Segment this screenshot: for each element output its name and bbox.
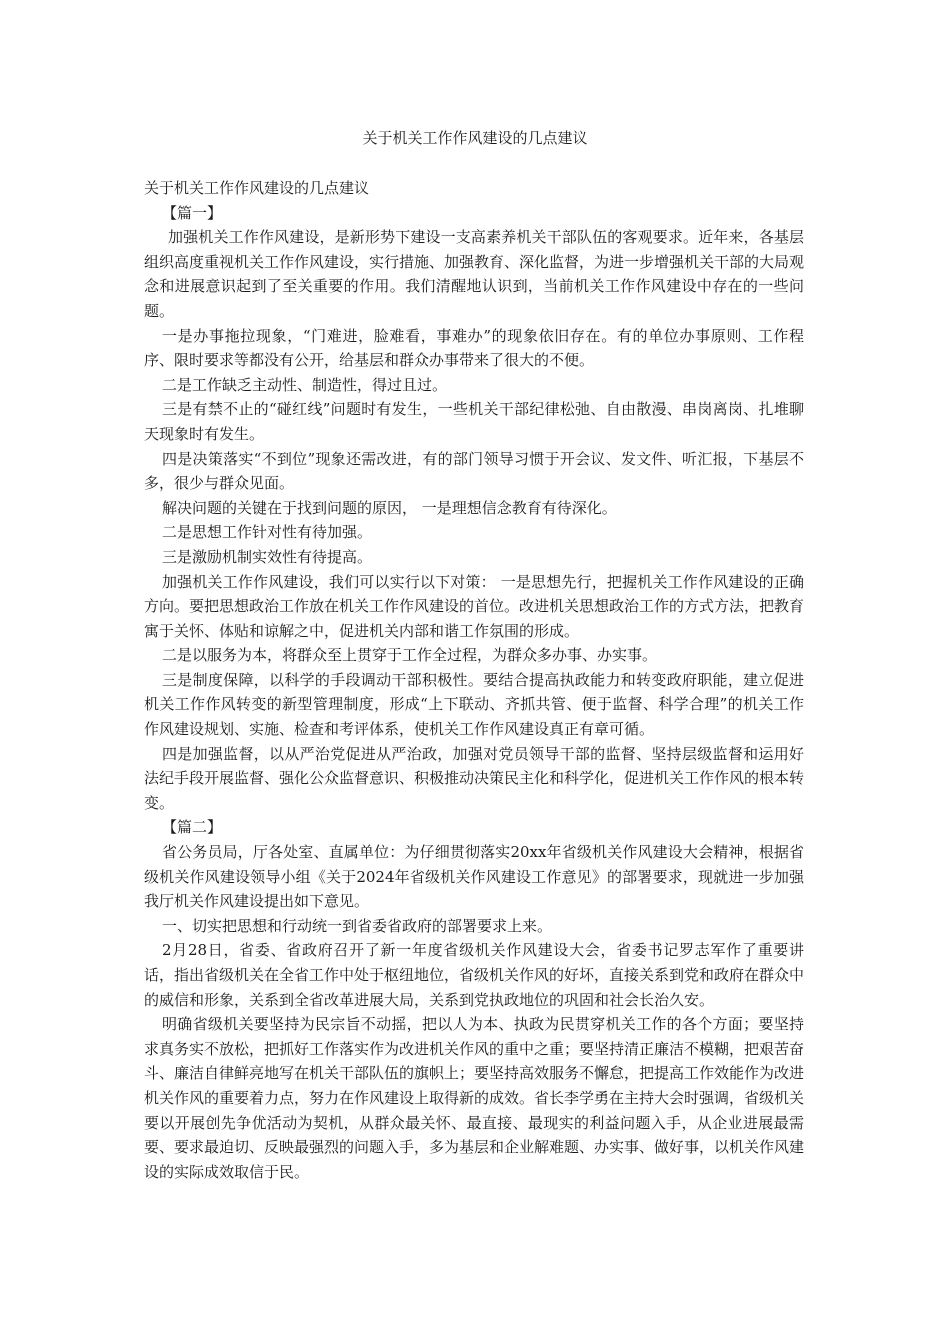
document-body xyxy=(144,176,804,1184)
paragraph: 二是思想工作针对性有待加强。 xyxy=(162,523,373,542)
paragraph: 2月28日，省委、省政府召开了新一年度省级机关作风建设大会，省委书记罗志军作了重要讲话，指出省级机关在全省工作中处于枢纽地位，省级机关作风的好坏，直接关系到党和政府在群众中的威信和形象，关系到全省改革进展大局，关系到党执政地位的巩固和社会长治久安。 xyxy=(144,941,805,1009)
body-heading: 关于机关工作作风建设的几点建议 xyxy=(144,179,370,197)
paragraph: 三是有禁不止的“碰红线”问题时有发生，一些机关干部纪律松弛、自由散漫、串岗离岗、扎堆聊天现象时有发生。 xyxy=(144,400,804,443)
section-label-1: 【篇一】 xyxy=(162,203,223,222)
paragraph: 三是制度保障，以科学的手段调动干部积极性。要结合提高执政能力和转变政府职能，建立促进机关工作作风转变的新型管理制度，形成“上下联动、齐抓共管、便于监督、科学合理”的机关工作作风建设规划、实施、检查和考评体系，使机关工作作风建设真正有章可循。 xyxy=(144,670,804,739)
section-label-2: 【篇二】 xyxy=(162,818,223,837)
paragraph: 二是以服务为本，将群众至上贯穿于工作全过程，为群众多办事、办实事。 xyxy=(162,646,658,665)
paragraph: 加强机关工作作风建设，是新形势下建设一支高素养机关干部队伍的客观要求。近年来，各基层组织高度重视机关工作作风建设，实行措施、加强教育、深化监督，为进一步增强机关干部的大局观念和进展意识起到了至关重要的作用。我们清醒地认识到，当前机关工作作风建设中存在的一些问题。 xyxy=(144,228,805,320)
paragraph: 四是决策落实“不到位”现象还需改进，有的部门领导习惯于开会议、发文件、听汇报，下基层不多，很少与群众见面。 xyxy=(144,449,804,493)
document-title: 关于机关工作作风建设的几点建议 xyxy=(362,129,588,147)
paragraph: 一是办事拖拉现象，“门难进，脸难看，事难办”的现象依旧存在。有的单位办事原则、工作程序、限时要求等都没有公开，给基层和群众办事带来了很大的不便。 xyxy=(144,326,804,370)
paragraph: 二是工作缺乏主动性、制造性，得过且过。 xyxy=(162,375,448,394)
paragraph: 四是加强监督，以从严治党促进从严治政，加强对党员领导干部的监督、坚持层级监督和运用好法纪手段开展监督、强化公众监督意识、积极推动决策民主化和科学化，促进机关工作作风的根本转变。 xyxy=(144,744,805,812)
paragraph: 明确省级机关要坚持为民宗旨不动摇，把以人为本、执政为民贯穿机关工作的各个方面；要坚持求真务实不放松，把抓好工作落实作为改进机关作风的重中之重；要坚持清正廉洁不模糊，把艰苦奋斗、廉洁自律鲜亮地写在机关干部队伍的旗帜上；要坚持高效服务不懈怠，把提高工作效能作为改进机关作风的重要着力点，努力在作风建设上取得新的成效。省长李学勇在主持大会时强调，省级机关要以开展创先争优活动为契机，从群众最关怀、最直接、最现实的利益问题入手，从企业进展最需要、要求最迫切、反映最强烈的问题入手，多为基层和企业解难题、办实事、做好事，以机关作风建设的实际成效取信于民。 xyxy=(144,1015,805,1181)
paragraph: 加强机关工作作风建设，我们可以实行以下对策： 一是思想先行，把握机关工作作风建设的正确方向。要把思想政治工作放在机关工作作风建设的首位。改进机关思想政治工作的方式方法，把教育寓于关怀、体贴和谅解之中，促进机关内部和谐工作氛围的形成。 xyxy=(144,572,805,640)
paragraph: 省公务员局，厅各处室、直属单位：为仔细贯彻落实20xx年省级机关作风建设大会精神，根据省级机关作风建设领导小组《关于2024年省级机关作风建设工作意见》的部署要求，现就进一步加强我厅机关作风建设提出如下意见。 xyxy=(144,843,804,911)
paragraph: 解决问题的关键在于找到问题的原因， 一是理想信念教育有待深化。 xyxy=(162,498,617,517)
paragraph: 一、切实把思想和行动统一到省委省政府的部署要求上来。 xyxy=(162,916,553,935)
paragraph: 三是激励机制实效性有待提高。 xyxy=(162,547,373,566)
